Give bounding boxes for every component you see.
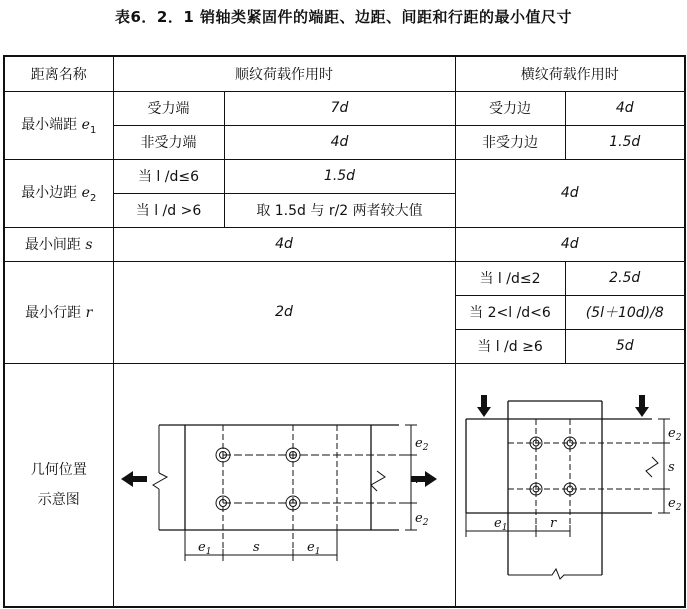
spacing-symbol: s (85, 237, 93, 253)
edge-cond-1-label: 当 l /d≤6 (113, 159, 224, 193)
table-row-edge-distance-1 (4, 159, 685, 193)
row-cond-3-value: 5d (565, 329, 685, 363)
dim-e2-top: $e_2$ (415, 435, 429, 453)
table-row-spacing (4, 227, 685, 261)
perp-dim-s: s (667, 459, 675, 475)
row-spacing-name (4, 261, 113, 363)
perp-unloaded-edge-label: 非受力边 (455, 125, 565, 159)
row-spacing-symbol: r (85, 305, 93, 321)
dim-r: r (415, 471, 422, 487)
left-down-arrow-icon (477, 395, 491, 417)
parallel-unloaded-end-value: 4d (224, 125, 455, 159)
perp-edge-value: 4d (455, 159, 685, 227)
dim-s: s (253, 539, 260, 555)
parallel-diagram-svg (115, 385, 453, 585)
perp-spacing-value: 4d (455, 227, 685, 261)
parallel-geometry-diagram (113, 363, 455, 607)
edge-distance-subscript: 2 (89, 192, 97, 204)
edge-cond-2-label: 当 l /d >6 (113, 193, 224, 227)
geometry-label-line2: 示意图 (37, 491, 80, 508)
perp-dim-r: r (549, 515, 556, 531)
perpendicular-geometry-diagram (455, 363, 685, 607)
end-distance-subscript: 1 (89, 124, 97, 136)
perp-dim-e2-top: $e_2$ (667, 425, 682, 443)
edge-distance-name (4, 159, 113, 227)
perpendicular-diagram-svg (456, 385, 684, 585)
row-cond-1-label: 当 l /d≤2 (455, 261, 565, 295)
row-cond-1-value: 2.5d (565, 261, 685, 295)
header-distance-name: 距离名称 (4, 56, 113, 91)
header-perpendicular-load: 横纹荷载作用时 (455, 56, 685, 91)
parallel-unloaded-end-label: 非受力端 (113, 125, 224, 159)
edge-distance-symbol: e (81, 185, 90, 202)
edge-distance-label: 最小边距 (21, 185, 78, 202)
perp-dim-e1: $e_1$ (493, 515, 508, 533)
perp-dim-e2-bottom: $e_2$ (667, 495, 682, 513)
table-header-row (4, 56, 685, 91)
perp-loaded-edge-value: 4d (565, 91, 685, 125)
end-distance-symbol: e (81, 117, 90, 134)
edge-cond-2-value: 取 1.5d 与 r/2 两者较大值 (224, 193, 455, 227)
header-parallel-load: 顺纹荷载作用时 (113, 56, 455, 91)
row-spacing-label: 最小行距 (25, 305, 82, 321)
end-distance-name (4, 91, 113, 159)
spacing-label: 最小间距 (24, 237, 81, 253)
left-load-arrow-icon (121, 471, 147, 487)
table-row-row-spacing-1 (4, 261, 685, 295)
right-down-arrow-icon (635, 395, 649, 417)
perp-loaded-edge-label: 受力边 (455, 91, 565, 125)
geometry-name (4, 363, 113, 607)
table-row-end-distance-1 (4, 91, 685, 125)
edge-cond-1-value: 1.5d (224, 159, 455, 193)
parallel-row-spacing-value: 2d (113, 261, 455, 363)
end-distance-label: 最小端距 (21, 117, 78, 134)
spec-table (3, 55, 686, 608)
dim-e1-right: $e_1$ (307, 539, 321, 557)
perp-unloaded-edge-value: 1.5d (565, 125, 685, 159)
dim-e1-left: $e_1$ (198, 539, 212, 557)
table-row-geometry (4, 363, 685, 607)
row-cond-2-value: (5l＋10d)/8 (565, 295, 685, 329)
spacing-name (4, 227, 113, 261)
parallel-loaded-end-label: 受力端 (113, 91, 224, 125)
table-title: 表6．2．1 销轴类紧固件的端距、边距、间距和行距的最小值尺寸 (114, 8, 573, 26)
parallel-spacing-value: 4d (113, 227, 455, 261)
parallel-loaded-end-value: 7d (224, 91, 455, 125)
row-cond-3-label: 当 l /d ≥6 (455, 329, 565, 363)
dim-e2-bottom: $e_2$ (415, 510, 429, 528)
geometry-label-line1: 几何位置 (30, 461, 87, 478)
row-cond-2-label: 当 2<l /d<6 (455, 295, 565, 329)
